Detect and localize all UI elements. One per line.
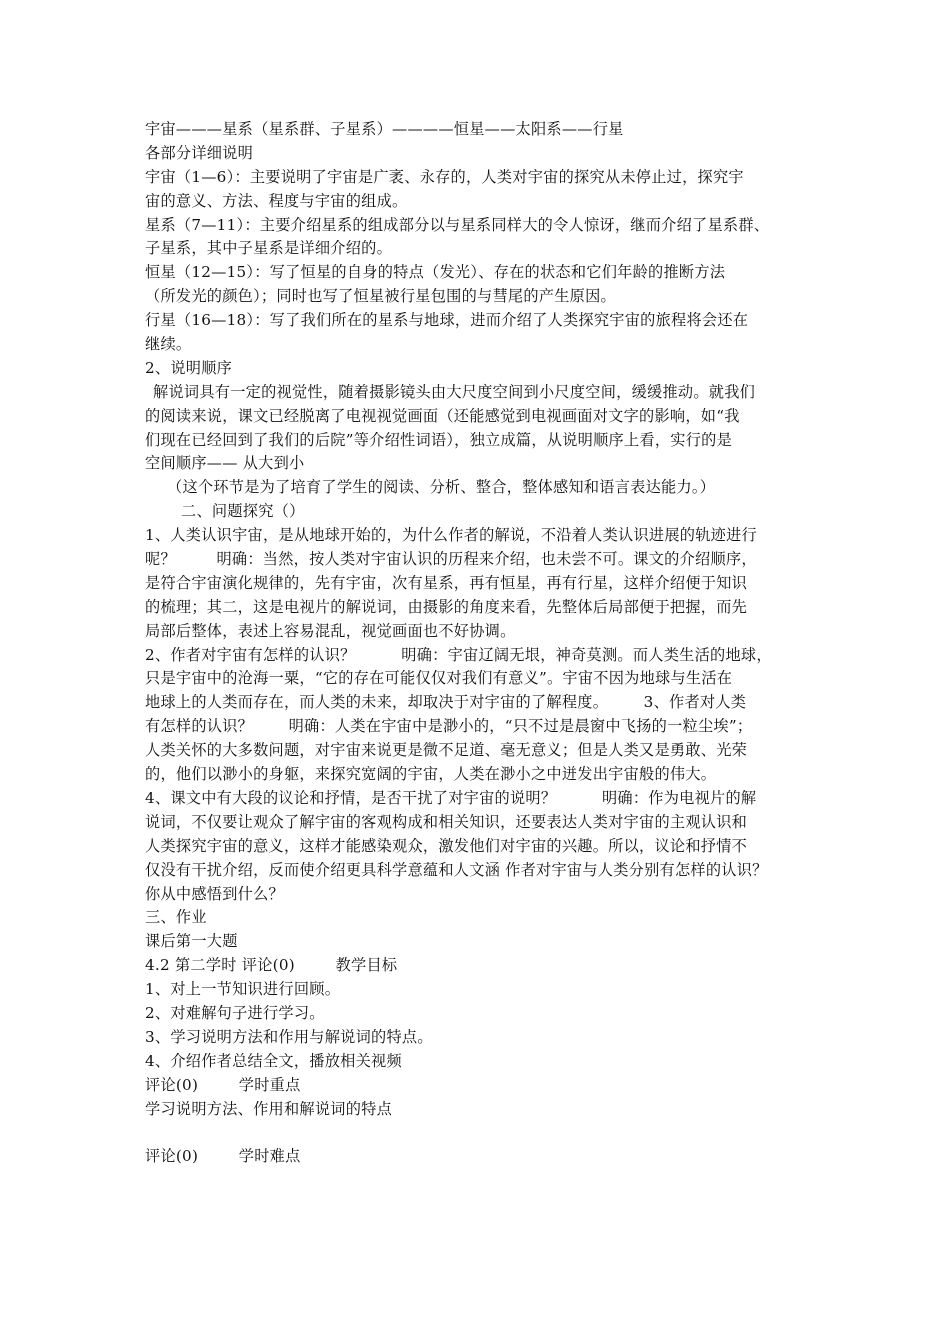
text-line: 课后第一大题: [145, 932, 238, 951]
text-line: 解说词具有一定的视觉性，随着摄影镜头由大尺度空间到小尺度空间，缓缓推动。就我们: [153, 382, 756, 401]
text-line: 人类探究宇宙的意义，这样才能感染观众，激发他们对宇宙的兴趣。所以，议论和抒情不: [145, 836, 748, 855]
blank-line: [145, 1121, 813, 1145]
section-heading: 各部分详细说明: [145, 143, 254, 162]
text-line: 宇宙———星系（星系群、子星系）————恒星——太阳系——行星: [145, 120, 624, 138]
text-line: 宇宙（1—6）：主要说明了宇宙是广袤、永存的，人类对宇宙的探究从未停止过，探究宇: [145, 167, 744, 186]
text-line: 的阅读来说，课文已经脱离了电视视觉画面（还能感觉到电视画面对文字的影响，如“我: [145, 406, 740, 425]
text-line: 呢？ 明确：当然，按人类对宇宙认识的历程来介绍，也未尝不可。课文的介绍顺序，: [145, 550, 757, 569]
text-line: 星系（7—11）：主要介绍星系的组成部分以与星系同样大的令人惊讶，继而介绍了星系群、: [145, 215, 770, 234]
section-heading: 2、说明顺序: [145, 358, 233, 377]
text-line: 你从中感悟到什么？: [145, 884, 284, 903]
document-body: [145, 118, 813, 1169]
text-line: 继续。: [145, 335, 192, 354]
list-item: 1、对上一节知识进行回顾。: [145, 980, 341, 999]
section-heading: 二、问题探究（）: [181, 502, 305, 521]
text-line: 地球上的人类而存在，而人类的未来，却取决于对宇宙的了解程度。 3、作者对人类: [145, 693, 747, 712]
text-line: 学习说明方法、作用和解说词的特点: [145, 1099, 392, 1118]
text-line: 宙的意义、方法、程度与宇宙的组成。: [145, 191, 408, 210]
text-line: 恒星（12—15）：写了恒星的自身的特点（发光）、存在的状态和它们年龄的推断方法: [145, 263, 726, 282]
text-line: 的，他们以渺小的身躯，来探究宽阔的宇宙，人类在渺小之中迸发出宇宙般的伟大。: [145, 765, 717, 784]
text-line: 是符合宇宙演化规律的，先有宇宙，次有星系，再有恒星，再有行星，这样介绍便于知识: [145, 573, 748, 592]
text-line: 4、课文中有大段的议论和抒情，是否干扰了对宇宙的说明？ 明确：作为电视片的解: [145, 788, 757, 807]
text-line: 空间顺序—— 从大到小: [145, 454, 305, 473]
section-heading: 三、作业: [145, 908, 207, 927]
text-line: 1、人类认识宇宙，是从地球开始的，为什么作者的解说，不沿着人类认识进展的轨迹进行: [145, 526, 757, 545]
list-item: 4、介绍作者总结全文，播放相关视频: [145, 1051, 402, 1070]
text-line: （这个环节是为了培育了学生的阅读、分析、整合，整体感知和语言表达能力。）: [167, 478, 716, 497]
text-line: 人类关怀的大多数问题，对宇宙来说更是微不足道、毫无意义；但是人类又是勇敢、光荣: [145, 741, 748, 760]
text-line: 们现在已经回到了我们的后院”等介绍性词语），独立成篇，从说明顺序上看，实行的是: [145, 430, 733, 449]
text-line: 评论(0) 学时重点: [145, 1075, 301, 1094]
text-line: 局部后整体，表述上容易混乱，视觉画面也不好协调。: [145, 621, 516, 640]
text-line: 评论(0) 学时难点: [145, 1147, 301, 1166]
list-item: 2、对难解句子进行学习。: [145, 1003, 325, 1022]
text-line: 4.2 第二学时 评论(0) 教学目标: [145, 956, 398, 975]
text-line: 只是宇宙中的沧海一粟，“它的存在可能仅仅对我们有意义”。宇宙不因为地球与生活在: [145, 669, 733, 688]
text-line: 仅没有干扰介绍，反而使介绍更具科学意蕴和人文涵 作者对宇宙与人类分别有怎样的认识？: [145, 860, 768, 879]
list-item: 3、学习说明方法和作用与解说词的特点。: [145, 1027, 433, 1046]
text-line: 行星（16—18）：写了我们所在的星系与地球，进而介绍了人类探究宇宙的旅程将会还在: [145, 311, 749, 330]
text-line: 子星系，其中子星系是详细介绍的。: [145, 239, 392, 258]
text-line: 说词，不仅要让观众了解宇宙的客观构成和相关知识，还要表达人类对宇宙的主观认识和: [145, 812, 748, 831]
text-line: 有怎样的认识？ 明确：人类在宇宙中是渺小的，“只不过是晨窗中飞扬的一粒尘埃”；: [145, 717, 753, 736]
text-line: （所发光的颜色）；同时也写了恒星被行星包围的与彗尾的产生原因。: [145, 287, 616, 306]
text-line: 的梳理；其二，这是电视片的解说词，由摄影的角度来看，先整体后局部便于把握，而先: [145, 597, 748, 616]
text-line: 2、作者对宇宙有怎样的认识？ 明确：宇宙辽阔无垠，神奇莫测。而人类生活的地球，: [145, 645, 772, 664]
